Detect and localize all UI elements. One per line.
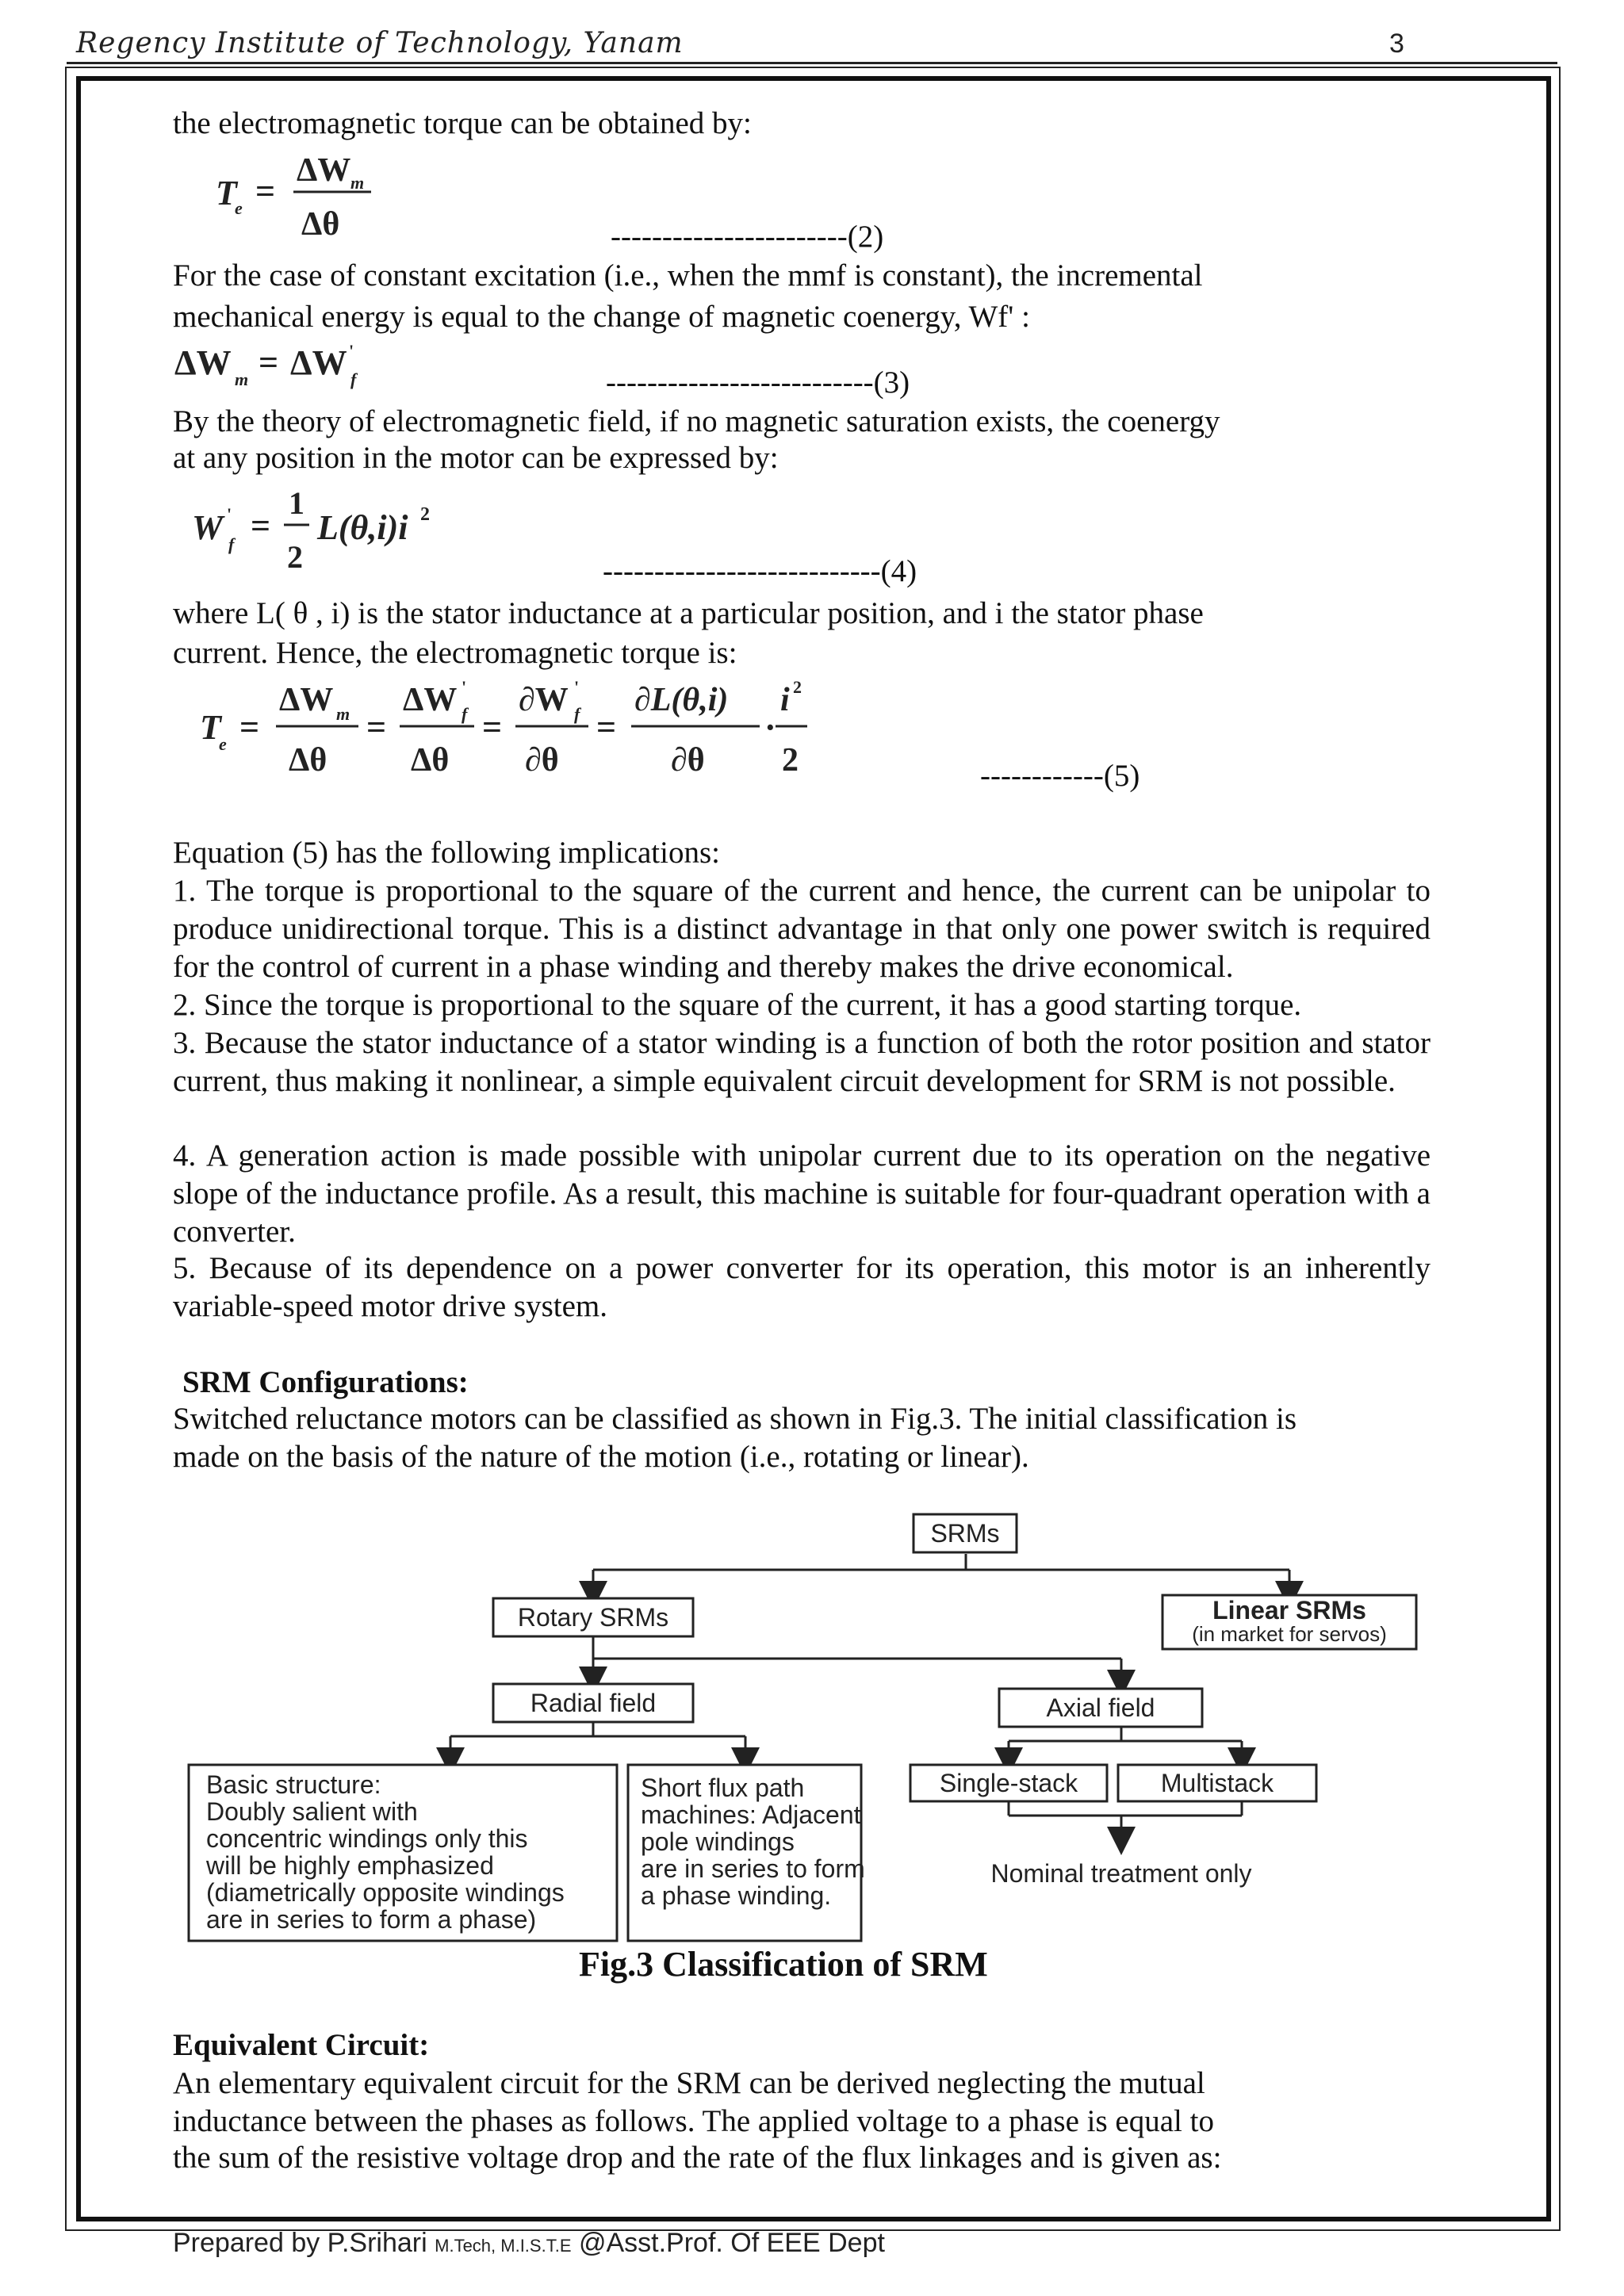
- svg-text:2: 2: [420, 504, 430, 525]
- shortflux-line-1: machines: Adjacent: [641, 1800, 861, 1829]
- svg-text:m: m: [336, 704, 350, 724]
- shortflux-line-2: pole windings: [641, 1827, 795, 1856]
- svg-text:·: ·: [764, 708, 776, 747]
- svg-text:m: m: [350, 173, 365, 193]
- node-radial-label: Radial field: [530, 1689, 657, 1717]
- implications-heading: Equation (5) has the following implications:: [173, 836, 720, 870]
- svg-text:T: T: [200, 708, 221, 747]
- intro-line: the electromagnetic torque can be obtained by:: [173, 106, 752, 140]
- footer-prepared-by: Prepared by P.Srihari: [173, 2228, 427, 2258]
- svg-text:i: i: [780, 682, 790, 718]
- equiv-circuit-heading: Equivalent Circuit:: [173, 2028, 430, 2062]
- svg-text:=: =: [255, 172, 276, 211]
- footer-position: @Asst.Prof. Of EEE Dept: [578, 2228, 885, 2258]
- svg-text:=: =: [259, 343, 279, 382]
- svg-text:ΔW: ΔW: [297, 152, 351, 189]
- svg-text:2: 2: [782, 742, 799, 779]
- footer: [173, 2228, 885, 2259]
- basic-line-4: (diametrically opposite windings: [206, 1878, 565, 1907]
- svg-text:ΔW: ΔW: [403, 682, 458, 718]
- implication-2: 2. Since the torque is proportional to the square of the current, it has a good starting torque.: [173, 988, 1302, 1022]
- equiv-circuit-line-2: inductance between the phases as follows. The applied voltage to a phase is equal to: [173, 2104, 1214, 2138]
- equation-4: [190, 479, 460, 582]
- node-srms-label: SRMs: [930, 1519, 1000, 1548]
- implication-5: 5. Because of its dependence on a power converter for its operation, this motor is an inherently variable-speed motor drive system.: [173, 1251, 1431, 1323]
- theory-line-2: at any position in the motor can be expressed by:: [173, 441, 779, 475]
- svg-text:Δθ: Δθ: [289, 742, 327, 779]
- svg-text:': ': [349, 341, 354, 361]
- node-rotary-label: Rotary SRMs: [517, 1603, 669, 1632]
- equation-3-number: --------------------------(3): [606, 365, 910, 400]
- where-line-2: current. Hence, the electromagnetic torque is:: [173, 636, 737, 670]
- header-institute: Regency Institute of Technology, Yanam: [76, 27, 684, 59]
- svg-text:e: e: [235, 198, 243, 218]
- equation-5: [197, 674, 823, 785]
- implication-3: 3. Because the stator inductance of a stator winding is a function of both the rotor position and stator current, thus making it nonlinear, a simple equivalent circuit development for SRM is not possible.: [173, 1026, 1431, 1098]
- shortflux-line-3: are in series to form: [641, 1854, 865, 1883]
- svg-text:∂L(θ,i): ∂L(θ,i): [634, 682, 729, 718]
- svg-text:e: e: [219, 734, 227, 754]
- svg-text:2: 2: [793, 677, 802, 697]
- basic-line-5: are in series to form a phase): [206, 1905, 537, 1934]
- constant-excitation-line-1: For the case of constant excitation (i.e., when the mmf is constant), the incremental: [173, 258, 1203, 293]
- svg-text:T: T: [216, 174, 237, 212]
- constant-excitation-line-2: mechanical energy is equal to the change of magnetic coenergy, Wf' :: [173, 300, 1030, 334]
- svg-text:2: 2: [287, 539, 303, 575]
- theory-line-1: By the theory of electromagnetic field, if no magnetic saturation exists, the coenergy: [173, 404, 1220, 438]
- shortflux-line-0: Short flux path: [641, 1774, 805, 1802]
- node-axial-label: Axial field: [1046, 1693, 1155, 1722]
- node-single-stack-label: Single-stack: [939, 1769, 1078, 1797]
- implication-1: 1. The torque is proportional to the square of the current and hence, the current can be unipolar to produce unidirectional torque. This is a distinct advantage in that only one power switch is required for the control of current in a phase winding and thereby makes the drive economical.: [173, 874, 1431, 984]
- node-linear-note: (in market for servos): [1192, 1622, 1387, 1646]
- node-multistack-label: Multistack: [1160, 1769, 1274, 1797]
- svg-text:=: =: [239, 708, 260, 747]
- basic-line-0: Basic structure:: [206, 1770, 381, 1799]
- page-number: 3: [1389, 29, 1404, 59]
- svg-text:f: f: [462, 704, 468, 724]
- srm-config-heading: SRM Configurations:: [182, 1365, 469, 1399]
- implication-4: 4. A generation action is made possible with unipolar current due to its operation on the negative slope of the inductance profile. As a result, this machine is suitable for four-quadrant operation with a converter.: [173, 1138, 1431, 1249]
- header-rule: [67, 62, 1557, 64]
- svg-text:∂θ: ∂θ: [525, 742, 559, 779]
- shortflux-line-4: a phase winding.: [641, 1881, 832, 1910]
- svg-text:Δθ: Δθ: [411, 742, 450, 779]
- equiv-circuit-line-3: the sum of the resistive voltage drop and the rate of the flux linkages and is given as:: [173, 2141, 1222, 2175]
- equation-2: [208, 143, 398, 246]
- svg-text:∂θ: ∂θ: [671, 742, 705, 779]
- svg-text:m: m: [235, 369, 249, 389]
- basic-line-2: concentric windings only this: [206, 1824, 528, 1853]
- svg-text:=: =: [482, 708, 503, 747]
- srm-classification-diagram: [187, 1498, 1424, 1950]
- svg-text:ΔW: ΔW: [279, 682, 334, 718]
- where-line-1: where L( θ , i) is the stator inductance at a particular position, and i the stator phase: [173, 596, 1204, 630]
- svg-text:ΔW: ΔW: [174, 343, 232, 382]
- equation-3: [173, 333, 395, 396]
- basic-line-3: will be highly emphasized: [206, 1851, 494, 1880]
- node-linear-title: Linear SRMs: [1212, 1596, 1366, 1624]
- figure-caption: Fig.3 Classification of SRM: [579, 1945, 988, 1984]
- svg-text:': ': [227, 504, 232, 524]
- svg-text:Δθ: Δθ: [301, 206, 340, 243]
- svg-text:∂W: ∂W: [519, 682, 569, 718]
- svg-text:ΔW: ΔW: [290, 343, 347, 382]
- svg-text:': ': [462, 677, 467, 697]
- equation-5-number: ------------(5): [980, 759, 1140, 793]
- equiv-circuit-line-1: An elementary equivalent circuit for the SRM can be derived neglecting the mutual: [173, 2066, 1205, 2100]
- svg-text:=: =: [366, 708, 387, 747]
- svg-text:f: f: [350, 369, 357, 389]
- svg-text:L(θ,i)i: L(θ,i)i: [317, 508, 408, 547]
- svg-text:=: =: [596, 708, 617, 747]
- equation-2-number: -----------------------(2): [611, 220, 884, 254]
- svg-text:': ': [574, 677, 580, 697]
- svg-text:1: 1: [289, 485, 304, 521]
- svg-text:W: W: [192, 508, 224, 547]
- svg-text:f: f: [574, 704, 580, 724]
- srm-config-line-2: made on the basis of the nature of the motion (i.e., rotating or linear).: [173, 1440, 1029, 1474]
- srm-config-line-1: Switched reluctance motors can be classified as shown in Fig.3. The initial classification is: [173, 1402, 1297, 1436]
- svg-text:f: f: [228, 534, 235, 554]
- equation-4-number: ---------------------------(4): [603, 554, 917, 588]
- svg-text:=: =: [251, 507, 271, 545]
- footer-credentials: M.Tech, M.I.S.T.E: [435, 2236, 572, 2256]
- nominal-treatment-label: Nominal treatment only: [990, 1859, 1252, 1888]
- basic-line-1: Doubly salient with: [206, 1797, 418, 1826]
